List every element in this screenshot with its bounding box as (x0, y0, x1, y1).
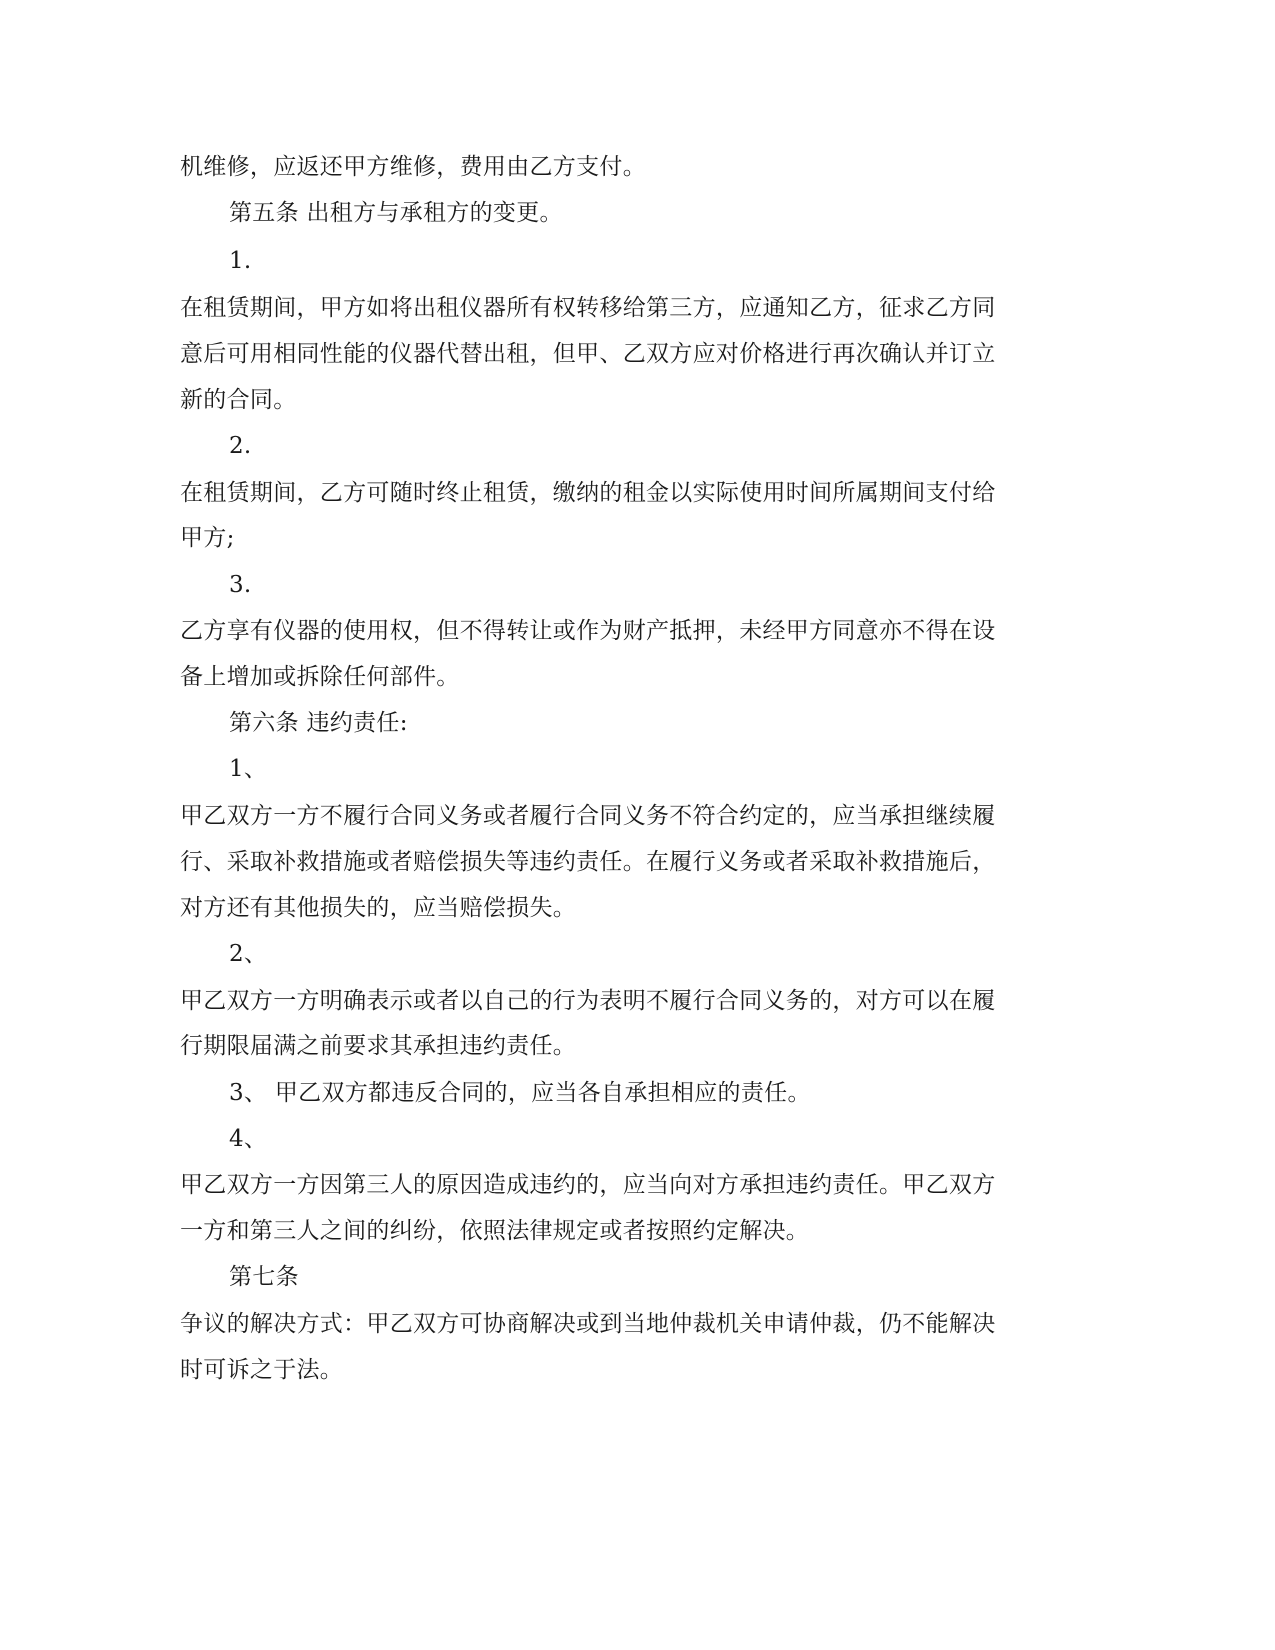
text-line: 时可诉之于法。 (180, 1357, 344, 1383)
item-number: 2. (229, 433, 252, 459)
text-line: 甲乙双方一方不履行合同义务或者履行合同义务不符合约定的，应当承担继续履 (180, 803, 996, 829)
item-number: 1. (229, 248, 252, 274)
text-line: 在租赁期间，甲方如将出租仪器所有权转移给第三方，应通知乙方，征求乙方同 (180, 295, 996, 321)
text-line: 备上增加或拆除任何部件。 (180, 664, 460, 690)
text-line: 机维修，应返还甲方维修，费用由乙方支付。 (180, 154, 646, 180)
item-number: 2、 (229, 941, 268, 967)
text-line: 争议的解决方式：甲乙双方可协商解决或到当地仲裁机关申请仲裁，仍不能解决 (180, 1311, 996, 1337)
text-line: 一方和第三人之间的纠纷，依照法律规定或者按照约定解决。 (180, 1218, 810, 1244)
text-line: 意后可用相同性能的仪器代替出租，但甲、乙双方应对价格进行再次确认并订立 (180, 341, 996, 367)
section-heading: 第六条 违约责任: (229, 710, 408, 736)
text-line: 甲乙双方一方因第三人的原因造成违约的，应当向对方承担违约责任。甲乙双方 (180, 1172, 996, 1198)
text-line: 在租赁期间，乙方可随时终止租赁，缴纳的租金以实际使用时间所属期间支付给 (180, 480, 996, 506)
text-line: 乙方享有仪器的使用权，但不得转让或作为财产抵押，未经甲方同意亦不得在设 (180, 618, 996, 644)
text-line: 3、 甲乙双方都违反合同的，应当各自承担相应的责任。 (229, 1080, 811, 1106)
item-number: 4、 (229, 1126, 268, 1152)
text-line: 对方还有其他损失的，应当赔偿损失。 (180, 895, 577, 921)
text-line: 行、采取补救措施或者赔偿损失等违约责任。在履行义务或者采取补救措施后， (180, 849, 996, 875)
item-number: 1、 (229, 756, 268, 782)
text-line: 行期限届满之前要求其承担违约责任。 (180, 1033, 577, 1059)
text-line: 新的合同。 (180, 387, 297, 413)
item-number: 3. (229, 572, 252, 598)
section-heading: 第七条 (229, 1264, 299, 1290)
section-heading: 第五条 出租方与承租方的变更。 (229, 200, 563, 226)
text-line: 甲乙双方一方明确表示或者以自己的行为表明不履行合同义务的，对方可以在履 (180, 988, 996, 1014)
text-line: 甲方; (180, 525, 235, 551)
